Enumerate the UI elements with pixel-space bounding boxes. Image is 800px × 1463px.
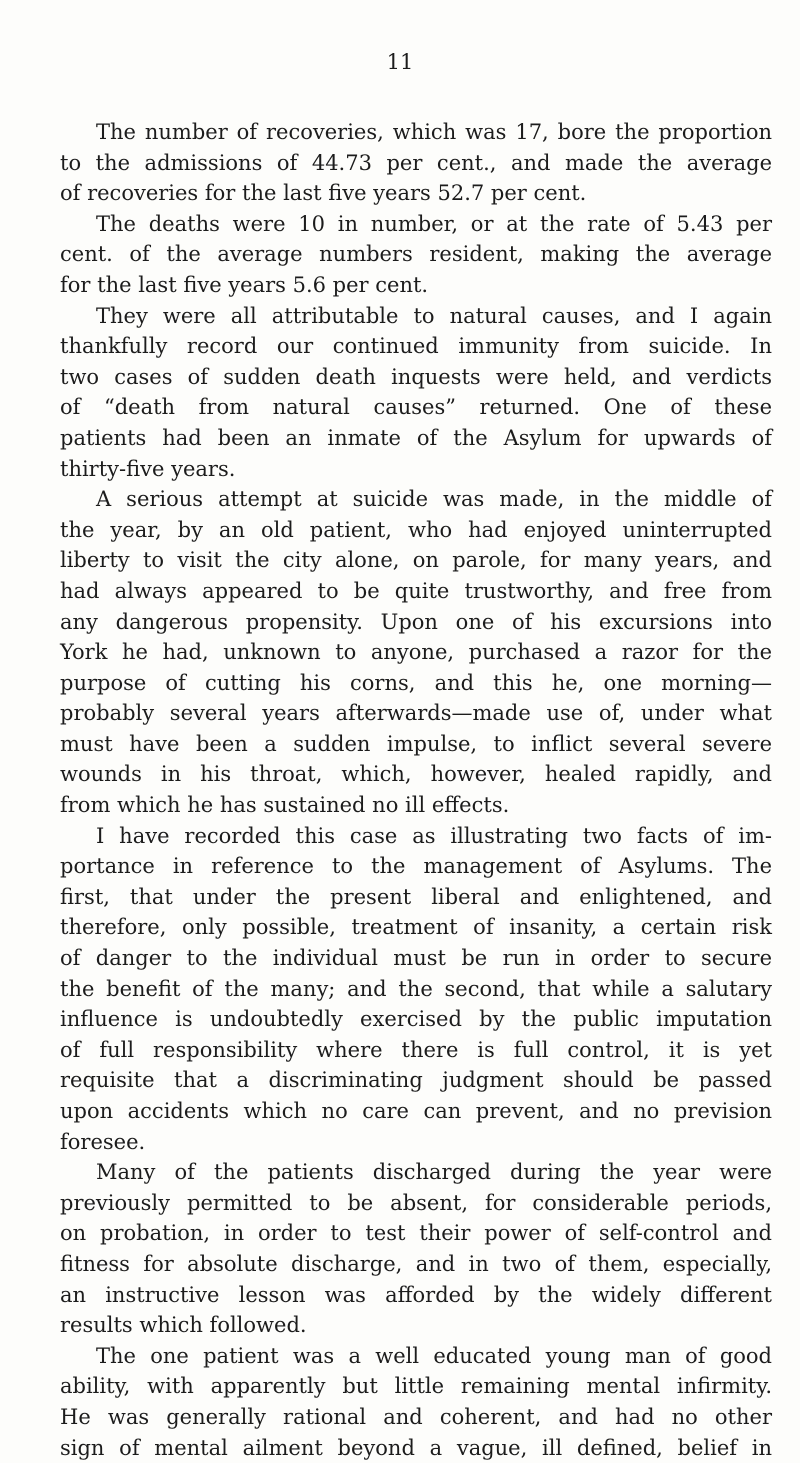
text-line: liberty to visit the city alone, on parole, for many years, and — [60, 548, 772, 573]
text-line: requisite that a discriminating judgment should be passed — [60, 1068, 772, 1093]
text-line: thirty-five years. — [60, 456, 236, 481]
text-line: They were all attributable to natural causes, and I again — [96, 303, 772, 328]
paragraph — [60, 1341, 772, 1463]
text-line: upon accidents which no care can prevent, and no prevision — [60, 1099, 772, 1123]
paragraph — [60, 484, 772, 821]
text-line: foresee. — [60, 1129, 146, 1154]
text-line: of danger to the individual must be run in order to secure — [60, 946, 772, 971]
text-line: sign of mental ailment beyond a vague, ill defined, belief in — [60, 1435, 772, 1460]
text-line: any dangerous propensity. Upon one of his excursions into — [60, 609, 772, 634]
text-line: of recoveries for the last five years 52.7 per cent. — [60, 181, 587, 206]
body-text — [60, 117, 772, 1463]
text-line: He was generally rational and coherent, and had no other — [60, 1404, 772, 1429]
text-line: from which he has sustained no ill effects. — [60, 793, 510, 818]
text-line: the benefit of the many; and the second, that while a salutary — [60, 976, 772, 1001]
text-line: probably several years afterwards—made use of, under what — [60, 701, 772, 726]
text-line: must have been a sudden impulse, to inflict several severe — [60, 731, 772, 756]
text-line: The deaths were 10 in number, or at the rate of 5.43 per — [96, 211, 772, 236]
text-line: on probation, in order to test their power of self-control and — [60, 1221, 772, 1246]
text-line: of “death from natural causes” returned. One of these — [60, 395, 772, 420]
text-line: for the last five years 5.6 per cent. — [60, 272, 429, 297]
text-line: first, that under the present liberal and enlightened, and — [60, 884, 772, 909]
text-line: purpose of cutting his corns, and this he, one morning— — [60, 670, 772, 695]
page-number: 11 — [386, 50, 414, 74]
text-line: influence is undoubtedly exercised by the public imputation — [60, 1007, 772, 1032]
paragraph — [60, 117, 772, 209]
text-line: an instructive lesson was afforded by the widely different — [60, 1282, 772, 1307]
text-line: fitness for absolute discharge, and in two of them, especially, — [60, 1251, 772, 1276]
text-line: Many of the patients discharged during the year were — [96, 1160, 772, 1185]
text-line: The number of recoveries, which was 17, bore the proportion — [96, 120, 772, 144]
text-line: A serious attempt at suicide was made, in the middle of — [96, 487, 772, 512]
text-line: portance in reference to the management of Asylums. The — [60, 854, 772, 879]
text-line: the year, by an old patient, who had enjoyed uninterrupted — [60, 517, 772, 542]
text-line: patients had been an inmate of the Asylum for upwards of — [60, 425, 772, 450]
text-line: ability, with apparently but little remaining mental infirmity. — [60, 1374, 772, 1399]
paragraph — [60, 821, 772, 1158]
paragraph — [60, 1157, 772, 1341]
text-line: The one patient was a well educated young man of good — [96, 1343, 772, 1368]
text-line: of full responsibility where there is full control, it is yet — [60, 1037, 772, 1062]
text-line: results which followed. — [60, 1313, 307, 1338]
text-line: to the admissions of 44.73 per cent., and made the average — [60, 150, 772, 175]
text-line: thankfully record our continued immunity from suicide. In — [60, 334, 772, 359]
text-line: two cases of sudden death inquests were held, and verdicts — [60, 364, 772, 389]
text-line: previously permitted to be absent, for considerable periods, — [60, 1190, 772, 1215]
paragraph — [60, 301, 772, 485]
text-line: had always appeared to be quite trustworthy, and free from — [60, 578, 772, 603]
text-line: wounds in his throat, which, however, healed rapidly, and — [60, 762, 772, 787]
text-line: I have recorded this case as illustrating two facts of im- — [96, 823, 772, 848]
paragraph — [60, 209, 772, 301]
text-line: York he had, unknown to anyone, purchased a razor for the — [60, 640, 772, 665]
text-line: cent. of the average numbers resident, making the average — [60, 242, 772, 267]
text-line: therefore, only possible, treatment of insanity, a certain risk — [60, 915, 772, 940]
